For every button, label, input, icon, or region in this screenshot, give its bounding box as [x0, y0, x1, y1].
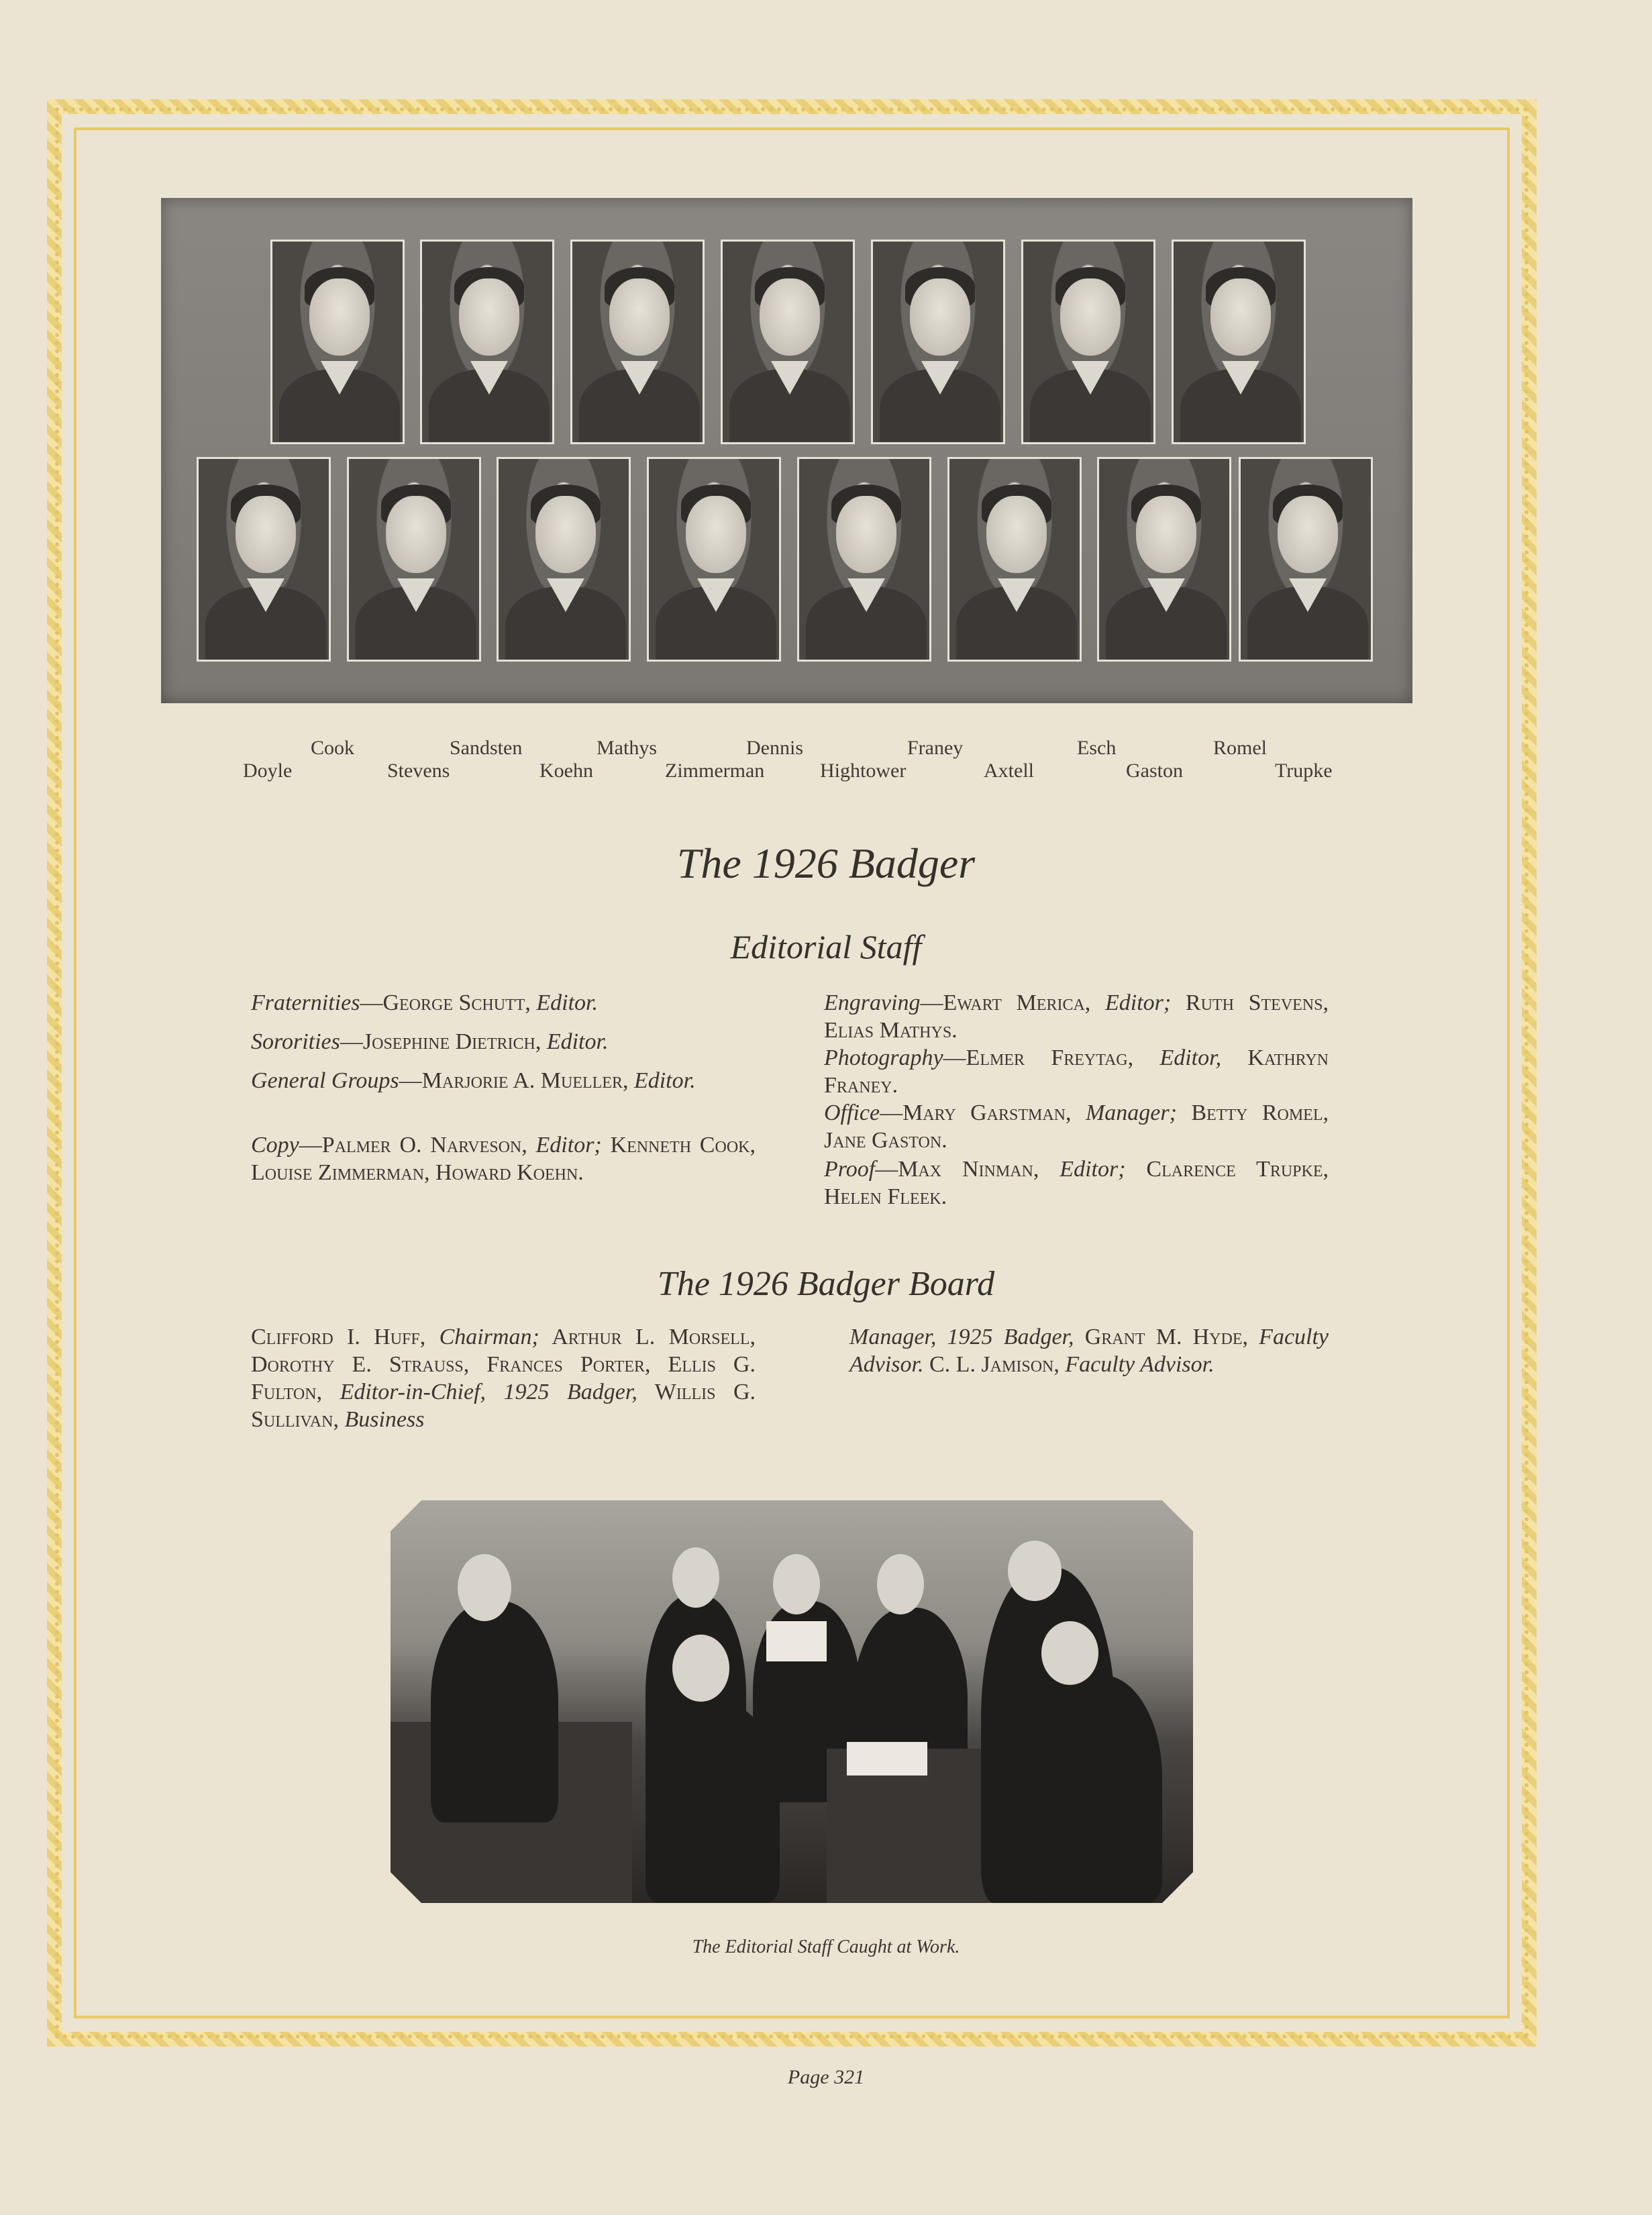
portrait-name-top: Esch: [1077, 737, 1117, 759]
board-members-right: Manager, 1925 Badger, Grant M. Hyde, Faculty Advisor. C. L. Jamison, Faculty Advisor.: [849, 1325, 1329, 1377]
portrait-photo: [1239, 457, 1373, 662]
portrait-photo: [197, 457, 331, 662]
portrait-photo: [347, 457, 481, 662]
portrait-name-bottom: Doyle: [243, 760, 293, 782]
portrait-name-top: Mathys: [597, 737, 657, 759]
portrait-photo: [1097, 457, 1231, 662]
entry-sororities: Sororities—Josephine Dietrich, Editor.: [251, 1029, 609, 1054]
portrait-photo: [947, 457, 1082, 662]
entry-general-groups: General Groups—Marjorie A. Mueller, Editor.: [251, 1068, 696, 1093]
page-number: Page 321: [787, 2066, 865, 2088]
portrait-name-top: Franey: [907, 737, 964, 759]
entry-copy: Copy—Palmer O. Narveson, Editor; Kenneth Cook, Louise Zimmerman, Howard Koehn.: [251, 1133, 756, 1185]
entry-proof: Proof—Max Ninman, Editor; Clarence Trupke, Helen Fleek.: [824, 1157, 1329, 1209]
portrait-name-bottom: Zimmerman: [665, 760, 765, 782]
board-members-left: Clifford I. Huff, Chairman; Arthur L. Morsell, Dorothy E. Strauss, Frances Porter, Ellis G. Fulton, Editor-in-Chief, 1925 Badger, Willis G. Sullivan, Business: [251, 1325, 756, 1432]
portrait-name-bottom: Axtell: [984, 760, 1034, 782]
portrait-name-bottom: Stevens: [387, 760, 450, 782]
portrait-photo: [420, 240, 554, 444]
editorial-staff-heading: Editorial Staff: [730, 928, 922, 966]
portrait-photo: [797, 457, 931, 662]
portrait-name-top: Romel: [1213, 737, 1267, 759]
portrait-name-top: Sandsten: [450, 737, 523, 759]
portrait-name-bottom: Hightower: [820, 760, 907, 782]
portrait-photo: [647, 457, 781, 662]
portrait-photo: [497, 457, 631, 662]
portrait-photo: [1021, 240, 1155, 444]
entry-office: Office—Mary Garstman, Manager; Betty Romel, Jane Gaston.: [824, 1100, 1329, 1153]
photo-caption: The Editorial Staff Caught at Work.: [692, 1937, 960, 1957]
entry-photography: Photography—Elmer Freytag, Editor, Kathryn Franey.: [824, 1045, 1329, 1098]
portrait-name-top: Dennis: [746, 737, 803, 759]
portrait-photo: [270, 240, 405, 444]
page-title: The 1926 Badger: [676, 839, 976, 887]
portrait-name-bottom: Koehn: [539, 760, 593, 782]
entry-fraternities: Fraternities—George Schutt, Editor.: [251, 990, 599, 1015]
portrait-photo: [721, 240, 855, 444]
entry-engraving: Engraving—Ewart Merica, Editor; Ruth Stevens, Elias Mathys.: [824, 990, 1329, 1043]
portrait-panel: [161, 198, 1412, 703]
portrait-name-top: Cook: [311, 737, 355, 759]
portrait-name-bottom: Trupke: [1275, 760, 1333, 782]
portrait-photo: [871, 240, 1005, 444]
portrait-name-bottom: Gaston: [1126, 760, 1183, 782]
portrait-photo: [570, 240, 705, 444]
board-heading: The 1926 Badger Board: [657, 1265, 995, 1303]
portrait-photo: [1172, 240, 1306, 444]
group-photo: [391, 1500, 1193, 1903]
